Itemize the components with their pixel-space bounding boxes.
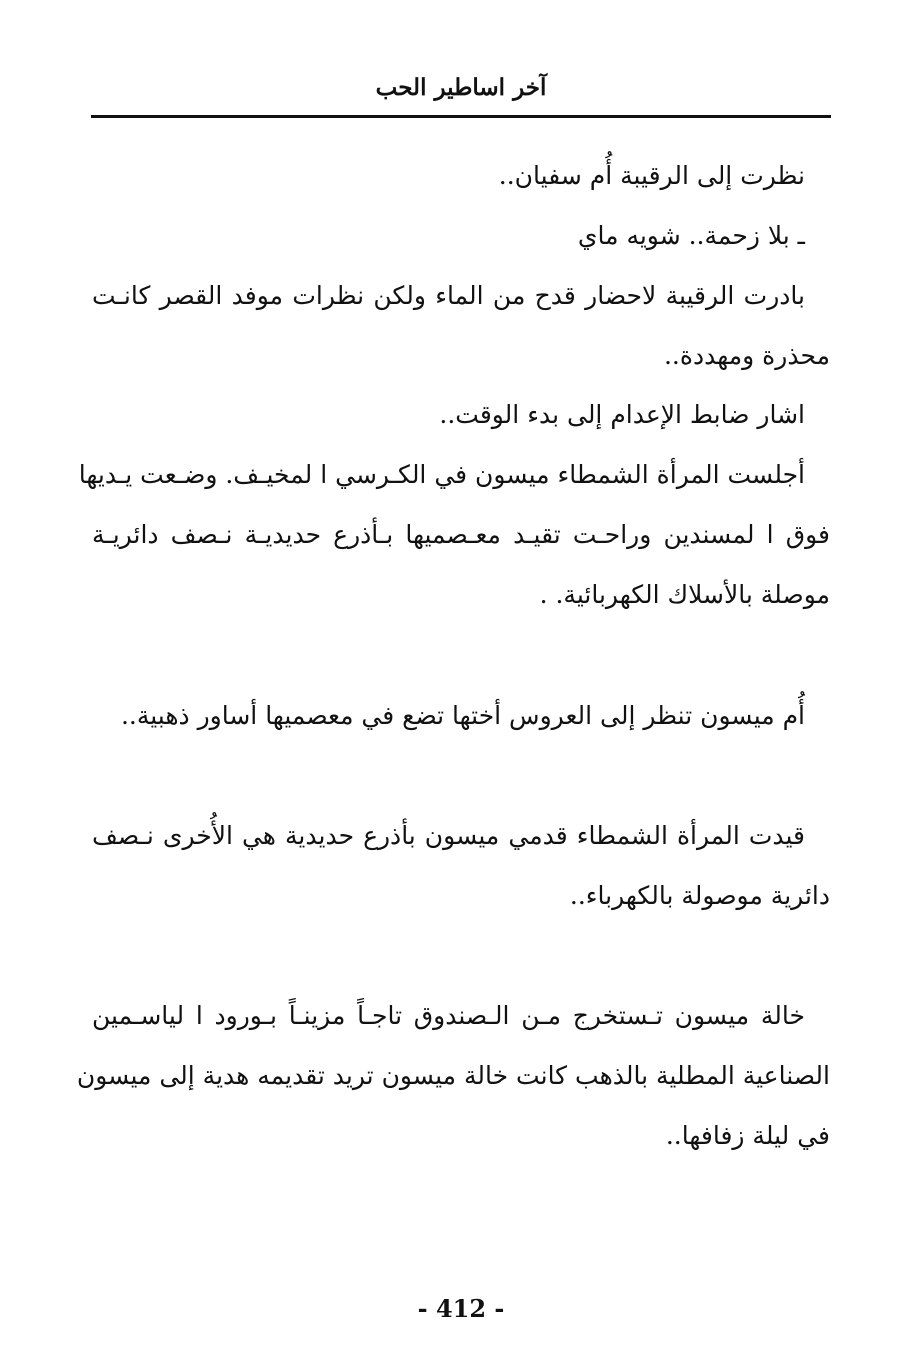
text-line-1: نظرت إلى الرقيبة أُم سفيان.. bbox=[498, 161, 805, 190]
text-line-3: بادرت الرقيبة لاحضار قدح من الماء ولكن نظرات موفد القصر كانـت bbox=[92, 281, 805, 310]
page-number: - 412 - bbox=[417, 1294, 505, 1323]
text-line-6: أجلست المرأة الشمطاء ميسون في الكـرسي ا لمخيـف. وضـعت يـديها bbox=[78, 460, 805, 489]
header-rule bbox=[91, 115, 831, 118]
text-line-11: دائرية موصولة بالكهرباء.. bbox=[569, 881, 830, 910]
text-line-14: في ليلة زفافها.. bbox=[665, 1121, 830, 1150]
text-line-9: أُم ميسون تنظر إلى العروس أختها تضع في معصميها أساور ذهبية.. bbox=[120, 701, 805, 730]
text-line-10: قيدت المرأة الشمطاء قدمي ميسون بأذرع حديدية هي الأُخرى نـصف bbox=[92, 821, 805, 850]
text-line-5: اشار ضابط الإعدام إلى بدء الوقت.. bbox=[439, 400, 805, 429]
text-line-8: موصلة بالأسلاك الكهربائية. . bbox=[539, 580, 830, 609]
text-line-13: الصناعية المطلية بالذهب كانت خالة ميسون تريد تقديمه هدية إلى ميسون bbox=[76, 1061, 830, 1090]
text-line-12: خالة ميسون تـستخرج مـن الـصندوق تاجـاً مزينـاً بـورود ا لياسـمين bbox=[92, 1001, 805, 1030]
text-line-2: ـ بلا زحمة.. شويه ماي bbox=[577, 221, 805, 250]
running-header-title: آخر اساطير الحب bbox=[375, 74, 547, 101]
text-line-7: فوق ا لمسندين وراحـت تقيـد معـصميها بـأذرع حديديـة نـصف دائريـة bbox=[92, 520, 830, 549]
text-line-4: محذرة ومهددة.. bbox=[663, 341, 830, 370]
